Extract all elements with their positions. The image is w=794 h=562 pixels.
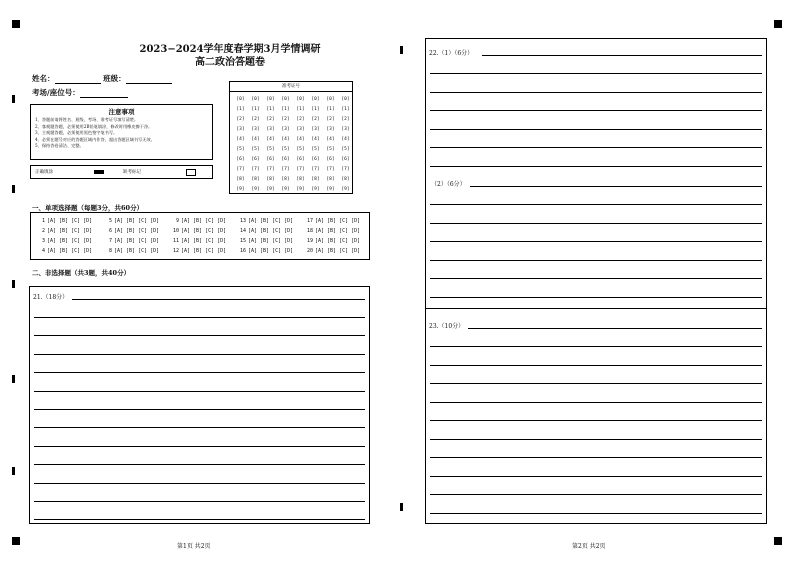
timing-mark xyxy=(12,280,15,288)
mc-question-number: 2 xyxy=(41,228,45,234)
exam-id-bubble[interactable]: [0] xyxy=(341,97,350,102)
mc-question[interactable] xyxy=(171,218,226,224)
mc-question[interactable] xyxy=(305,218,360,224)
mc-question[interactable] xyxy=(171,238,226,244)
exam-id-bubble[interactable]: [1] xyxy=(311,107,320,112)
timing-mark xyxy=(12,467,15,475)
exam-id-bubble[interactable]: [0] xyxy=(311,97,320,102)
mc-options[interactable]: [A] [B] [C] [D] xyxy=(114,248,160,254)
mc-options[interactable]: [A] [B] [C] [D] xyxy=(315,238,361,244)
mc-options[interactable]: [A] [B] [C] [D] xyxy=(114,238,160,244)
exam-id-bubble[interactable]: [1] xyxy=(236,107,245,112)
answer-line xyxy=(430,476,762,477)
seat-field[interactable] xyxy=(32,87,128,98)
q22-answer-box[interactable] xyxy=(425,38,767,309)
answer-line xyxy=(430,129,762,130)
q22-part1-label: 22.（1）（6分） xyxy=(429,50,474,57)
exam-id-bubble[interactable]: [9] xyxy=(266,187,275,192)
corner-mark-top-right xyxy=(774,20,782,28)
name-field[interactable] xyxy=(32,73,172,84)
q23-answer-box[interactable] xyxy=(425,308,767,524)
exam-id-bubble[interactable]: [5] xyxy=(326,147,335,152)
mc-options[interactable]: [A] [B] [C] [D] xyxy=(181,228,227,234)
name-label: 姓名： xyxy=(32,74,55,83)
exam-id-bubble[interactable]: [1] xyxy=(251,107,260,112)
mc-question-number: 15 xyxy=(239,238,246,244)
exam-id-bubble[interactable]: [7] xyxy=(311,167,320,172)
answer-line xyxy=(430,457,762,458)
exam-id-bubble[interactable]: [2] xyxy=(326,117,335,122)
exam-id-bubble[interactable]: [5] xyxy=(236,147,245,152)
exam-id-bubble[interactable]: [6] xyxy=(311,157,320,162)
mc-question[interactable] xyxy=(104,218,159,224)
exam-id-column xyxy=(278,95,293,195)
mc-question[interactable] xyxy=(104,228,159,234)
mc-question-number: 13 xyxy=(239,218,246,224)
mc-options[interactable]: [A] [B] [C] [D] xyxy=(315,228,361,234)
class-label: 班级： xyxy=(103,74,126,83)
mc-question-number: 9 xyxy=(175,218,179,224)
exam-id-bubble[interactable]: [1] xyxy=(266,107,275,112)
exam-id-bubble[interactable]: [1] xyxy=(296,107,305,112)
answer-line xyxy=(34,354,365,355)
mc-question-number: 19 xyxy=(306,238,313,244)
exam-id-bubble[interactable]: [9] xyxy=(236,187,245,192)
exam-id-bubble[interactable]: [3] xyxy=(266,127,275,132)
section1-heading: 一、单项选择题（每题3分，共60分） xyxy=(32,204,144,212)
answer-line xyxy=(430,365,762,366)
answer-line xyxy=(34,372,365,373)
mc-answer-box xyxy=(30,212,370,260)
exam-id-bubble[interactable]: [4] xyxy=(341,137,350,142)
notice-item: 2、客观题答题，必须使用2B铅笔填涂，修改时用橡皮擦干净。 xyxy=(35,123,153,129)
answer-line xyxy=(430,260,762,261)
mc-options[interactable]: [A] [B] [C] [D] xyxy=(315,248,361,254)
corner-mark-top-left xyxy=(12,20,20,28)
exam-id-bubble[interactable]: [3] xyxy=(251,127,260,132)
exam-id-bubble[interactable]: [5] xyxy=(341,147,350,152)
exam-id-bubble[interactable]: [2] xyxy=(296,117,305,122)
exam-id-bubble[interactable]: [4] xyxy=(326,137,335,142)
answer-line xyxy=(34,317,365,318)
timing-mark xyxy=(400,46,403,54)
exam-id-bubble[interactable]: [0] xyxy=(251,97,260,102)
answer-line xyxy=(430,494,762,495)
exam-id-bubble[interactable]: [4] xyxy=(236,137,245,142)
exam-id-bubble[interactable]: [8] xyxy=(326,177,335,182)
name-input-line[interactable] xyxy=(55,75,101,84)
mc-options[interactable]: [A] [B] [C] [D] xyxy=(47,248,93,254)
mc-question-number: 6 xyxy=(108,228,112,234)
exam-id-box xyxy=(229,81,353,194)
mc-question[interactable] xyxy=(104,248,159,254)
exam-id-bubble[interactable]: [5] xyxy=(251,147,260,152)
exam-id-bubble[interactable]: [2] xyxy=(251,117,260,122)
timing-mark xyxy=(12,95,15,103)
exam-id-bubble[interactable]: [7] xyxy=(341,167,350,172)
answer-line xyxy=(430,439,762,440)
exam-id-bubble[interactable]: [1] xyxy=(341,107,350,112)
answer-line xyxy=(430,297,762,298)
exam-id-bubble[interactable]: [8] xyxy=(281,177,290,182)
mc-options[interactable]: [A] [B] [C] [D] xyxy=(248,248,294,254)
exam-id-bubble[interactable]: [7] xyxy=(266,167,275,172)
page1-footer: 第1页 共2页 xyxy=(177,543,211,550)
mc-options[interactable]: [A] [B] [C] [D] xyxy=(47,238,93,244)
mc-question[interactable] xyxy=(238,228,293,234)
q21-label: 21.（18分） xyxy=(33,294,69,301)
timing-mark xyxy=(400,503,403,511)
answer-line xyxy=(430,513,762,514)
correct-fill-sample xyxy=(94,170,104,174)
mc-question[interactable] xyxy=(305,228,360,234)
exam-id-bubble[interactable]: [6] xyxy=(236,157,245,162)
mc-question[interactable] xyxy=(171,228,226,234)
class-input-line[interactable] xyxy=(126,75,172,84)
answer-line xyxy=(430,204,762,205)
notice-title: 注意事项 xyxy=(108,108,135,116)
mc-options[interactable]: [A] [B] [C] [D] xyxy=(181,238,227,244)
exam-id-bubble[interactable]: [9] xyxy=(281,187,290,192)
page2-footer: 第2页 共2页 xyxy=(572,543,606,550)
notice-item: 3、主观题答题，必须使用黑色签字笔书写。 xyxy=(35,130,118,136)
q22-part2-first-line xyxy=(470,186,762,187)
mc-question[interactable] xyxy=(238,238,293,244)
seat-input-line[interactable] xyxy=(80,89,128,98)
exam-id-header: 准考证号 xyxy=(230,82,352,92)
exam-id-bubble[interactable]: [7] xyxy=(281,167,290,172)
answer-line xyxy=(34,501,365,502)
seat-label: 考场/座位号： xyxy=(32,88,80,97)
exam-id-bubble[interactable]: [4] xyxy=(281,137,290,142)
q21-first-line xyxy=(72,299,365,300)
exam-id-bubble[interactable]: [5] xyxy=(311,147,320,152)
exam-id-bubble[interactable]: [4] xyxy=(296,137,305,142)
exam-id-bubble[interactable]: [8] xyxy=(266,177,275,182)
mc-question-number: 11 xyxy=(172,238,179,244)
exam-id-bubble[interactable]: [8] xyxy=(311,177,320,182)
exam-id-column xyxy=(323,95,338,195)
exam-id-bubble[interactable]: [3] xyxy=(281,127,290,132)
exam-id-bubble[interactable]: [2] xyxy=(281,117,290,122)
exam-title: 2023−2024学年度春学期3月学情调研 xyxy=(139,44,321,55)
exam-id-bubble[interactable]: [6] xyxy=(341,157,350,162)
exam-id-bubble[interactable]: [6] xyxy=(281,157,290,162)
answer-line xyxy=(34,427,365,428)
exam-id-bubble[interactable]: [7] xyxy=(236,167,245,172)
mc-question-number: 10 xyxy=(172,228,179,234)
exam-id-bubble[interactable]: [2] xyxy=(236,117,245,122)
answer-line xyxy=(430,402,762,403)
exam-id-bubble[interactable]: [7] xyxy=(326,167,335,172)
mc-options[interactable]: [A] [B] [C] [D] xyxy=(248,238,294,244)
answer-line xyxy=(430,73,762,74)
answer-line xyxy=(430,166,762,167)
exam-id-bubble[interactable]: [9] xyxy=(341,187,350,192)
mc-question-number: 18 xyxy=(306,228,313,234)
answer-line xyxy=(430,278,762,279)
exam-id-bubble[interactable]: [5] xyxy=(281,147,290,152)
exam-id-bubble[interactable]: [6] xyxy=(251,157,260,162)
mc-question-number: 3 xyxy=(41,238,45,244)
exam-id-column xyxy=(248,95,263,195)
exam-id-column xyxy=(293,95,308,195)
exam-id-bubble[interactable]: [3] xyxy=(326,127,335,132)
mc-question-number: 1 xyxy=(41,218,45,224)
answer-line xyxy=(430,241,762,242)
exam-id-bubble[interactable]: [8] xyxy=(251,177,260,182)
notice-item: 1、答题前请将姓名、班级、考场、准考证号填写清楚。 xyxy=(35,117,139,122)
answer-line xyxy=(34,483,365,484)
mc-options[interactable]: [A] [B] [C] [D] xyxy=(248,228,294,234)
exam-id-column xyxy=(233,95,248,195)
mc-options[interactable]: [A] [B] [C] [D] xyxy=(315,218,361,224)
exam-id-bubble[interactable]: [0] xyxy=(326,97,335,102)
answer-line xyxy=(430,223,762,224)
exam-id-bubble[interactable]: [9] xyxy=(251,187,260,192)
exam-id-bubble[interactable]: [0] xyxy=(296,97,305,102)
exam-id-bubble[interactable]: [9] xyxy=(326,187,335,192)
answer-line xyxy=(430,346,762,347)
exam-id-bubble[interactable]: [7] xyxy=(296,167,305,172)
exam-id-bubble[interactable]: [9] xyxy=(311,187,320,192)
answer-line xyxy=(34,409,365,410)
corner-mark-bottom-right xyxy=(774,537,782,545)
notice-item: 4、必须在题号对应的答题区域内作答，超出答题区域书写无效。 xyxy=(35,136,155,142)
answer-line xyxy=(34,519,365,520)
mc-options[interactable]: [A] [B] [C] [D] xyxy=(181,248,227,254)
exam-id-bubble[interactable]: [9] xyxy=(296,187,305,192)
answer-line xyxy=(34,446,365,447)
answer-line xyxy=(430,110,762,111)
q23-label: 23.（10分） xyxy=(429,323,465,330)
exam-id-bubble[interactable]: [0] xyxy=(236,97,245,102)
exam-id-bubble[interactable]: [4] xyxy=(311,137,320,142)
q22-part1-first-line xyxy=(482,55,762,56)
mc-question[interactable] xyxy=(238,248,293,254)
mc-question-number: 17 xyxy=(306,218,313,224)
answer-line xyxy=(430,383,762,384)
mc-question-number: 14 xyxy=(239,228,246,234)
timing-mark xyxy=(12,185,15,193)
answer-line xyxy=(34,391,365,392)
mc-options[interactable]: [A] [B] [C] [D] xyxy=(47,228,93,234)
exam-id-bubble[interactable]: [3] xyxy=(341,127,350,132)
mc-question-number: 5 xyxy=(108,218,112,224)
exam-id-bubble[interactable]: [5] xyxy=(296,147,305,152)
mc-options[interactable]: [A] [B] [C] [D] xyxy=(114,218,160,224)
exam-id-bubble[interactable]: [3] xyxy=(236,127,245,132)
exam-id-bubble[interactable]: [6] xyxy=(266,157,275,162)
mc-options[interactable]: [A] [B] [C] [D] xyxy=(248,218,294,224)
q22-part2-label: （2）（6分） xyxy=(431,181,466,188)
notice-item: 5、保持答卷清洁、完整。 xyxy=(35,143,84,149)
exam-id-bubble[interactable]: [8] xyxy=(341,177,350,182)
exam-id-bubble[interactable]: [3] xyxy=(311,127,320,132)
exam-id-bubble[interactable]: [7] xyxy=(251,167,260,172)
mc-question-number: 20 xyxy=(306,248,313,254)
exam-id-bubble[interactable]: [4] xyxy=(266,137,275,142)
exam-id-bubble[interactable]: [0] xyxy=(281,97,290,102)
answer-line xyxy=(34,464,365,465)
answer-line xyxy=(430,420,762,421)
correct-fill-label: 正确填涂 xyxy=(35,170,53,175)
exam-id-bubble[interactable]: [8] xyxy=(296,177,305,182)
exam-id-bubble[interactable]: [5] xyxy=(266,147,275,152)
exam-id-bubble[interactable]: [1] xyxy=(326,107,335,112)
absent-mark-label: 缺考标记 xyxy=(123,170,141,175)
mc-question[interactable] xyxy=(37,218,92,224)
mc-question[interactable] xyxy=(305,248,360,254)
notice-box xyxy=(30,104,213,160)
exam-id-column xyxy=(308,95,323,195)
answer-line xyxy=(430,92,762,93)
exam-id-bubble[interactable]: [1] xyxy=(281,107,290,112)
answer-line xyxy=(430,147,762,148)
mc-question-number: 12 xyxy=(172,248,179,254)
mc-question[interactable] xyxy=(37,238,92,244)
section2-heading: 二、非选择题（共3题，共40分） xyxy=(32,269,131,277)
mc-options[interactable]: [A] [B] [C] [D] xyxy=(47,218,93,224)
exam-id-column xyxy=(263,95,278,195)
mc-question[interactable] xyxy=(238,218,293,224)
mc-question[interactable] xyxy=(104,238,159,244)
exam-id-bubble[interactable]: [0] xyxy=(266,97,275,102)
mc-options[interactable]: [A] [B] [C] [D] xyxy=(181,218,227,224)
mc-question-number: 16 xyxy=(239,248,246,254)
exam-id-bubble[interactable]: [6] xyxy=(296,157,305,162)
answer-line xyxy=(34,335,365,336)
corner-mark-bottom-left xyxy=(12,537,20,545)
q21-answer-box[interactable] xyxy=(29,286,370,524)
exam-id-bubble[interactable]: [3] xyxy=(296,127,305,132)
mc-question[interactable] xyxy=(37,228,92,234)
exam-id-bubble[interactable]: [6] xyxy=(326,157,335,162)
mc-question-number: 4 xyxy=(41,248,45,254)
exam-id-bubble[interactable]: [8] xyxy=(236,177,245,182)
exam-id-bubble[interactable]: [4] xyxy=(251,137,260,142)
q23-first-line xyxy=(468,328,762,329)
mc-question-number: 7 xyxy=(108,238,112,244)
exam-id-bubble[interactable]: [2] xyxy=(266,117,275,122)
mc-options[interactable]: [A] [B] [C] [D] xyxy=(114,228,160,234)
absent-mark-checkbox[interactable] xyxy=(186,169,196,176)
exam-id-column xyxy=(338,95,353,195)
mc-question[interactable] xyxy=(171,248,226,254)
exam-subtitle: 高二政治答题卷 xyxy=(195,57,265,68)
mc-question[interactable] xyxy=(37,248,92,254)
exam-id-bubble[interactable]: [2] xyxy=(341,117,350,122)
mc-question-number: 8 xyxy=(108,248,112,254)
mc-question[interactable] xyxy=(305,238,360,244)
timing-mark xyxy=(12,375,15,383)
fill-example-box xyxy=(30,165,213,179)
exam-id-bubble[interactable]: [2] xyxy=(311,117,320,122)
